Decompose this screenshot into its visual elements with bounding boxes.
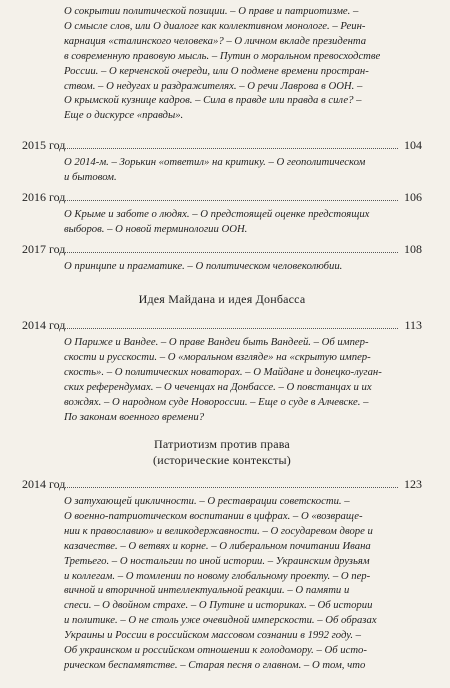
toc-year: 2016 год (22, 189, 68, 205)
text-line: ством. – О недугах и раздражителях. – О речи Лаврова в ООН. – (64, 79, 363, 92)
section-heading: Идея Майдана и идея Донбасса (138, 292, 306, 306)
text-line: казачестве. – О ветвях и корне. – О либеральном почитании Ивана (64, 539, 371, 552)
text-line: О военно-патриотическом воспитании в цифрах. – О «возвраще- (64, 509, 363, 522)
text-line: О смысле слов, или О диалоге как коллективном монологе. – Реин- (64, 19, 366, 32)
text-line: О затухающей цикличности. – О реставрации советскости. – (64, 495, 350, 507)
toc-page-number: 113 (401, 317, 422, 333)
text-line: Третьего. – О ностальгии по иной истории. – Украинским друзьям (64, 554, 370, 567)
section-heading-line: Патриотизм против права (154, 437, 290, 451)
toc-annotation-patriotism (64, 494, 422, 673)
toc-annotation-2017 (64, 259, 422, 274)
toc-entry-2015[interactable] (22, 137, 422, 153)
text-line: Об украинском и российском отношении к голодомору. – Об исто- (64, 644, 367, 657)
toc-entry-patriotism-2014[interactable] (22, 476, 422, 492)
text-line: О принципе и прагматике. – О политическом человеколюбии. (64, 260, 343, 272)
toc-page-number: 104 (401, 137, 422, 153)
leader-dots (62, 328, 398, 329)
text-line: рическом беспамятстве. – Старая песня о главном. – О том, что (64, 658, 366, 671)
text-line: Украины и России в российском массовом сознании в 1992 году. – (64, 629, 362, 642)
text-line: О сокрытии политической позиции. – О праве и патриотизме. – (64, 5, 359, 17)
text-line: О Париже и Вандее. – О праве Вандеи быть Вандеей. – Об импер- (64, 336, 369, 348)
toc-annotation-maidan (64, 335, 422, 424)
toc-entry-2016[interactable] (22, 189, 422, 205)
section-heading (22, 436, 422, 468)
text-line: Еще о дискурсе «правды». (64, 109, 184, 122)
text-line: По законам военного времени? (64, 410, 205, 423)
toc-year: 2014 год (22, 317, 68, 333)
toc-annotation-2016 (64, 207, 422, 237)
toc-year: 2014 год (22, 476, 68, 492)
section-heading-line: (исторические контексты) (153, 453, 291, 467)
toc-entry-2017[interactable] (22, 241, 422, 257)
toc-entry-maidan-2014[interactable] (22, 317, 422, 333)
toc-annotation-continued (64, 4, 422, 123)
toc-page-number: 108 (401, 241, 422, 257)
leader-dots (62, 148, 398, 149)
text-line: в современную правовую мысль. – Путин о моральном превосходстве (64, 49, 381, 62)
text-line: и коллегам. – О томлении по новому глобальному проекту. – О пер- (64, 569, 371, 582)
text-line: О 2014-м. – Зорькин «ответил» на критику. – О геополитическом (64, 156, 366, 168)
leader-dots (62, 252, 398, 253)
text-line: России. – О керченской очереди, или О подмене времени простран- (64, 64, 369, 77)
text-line: выборов. – О новой терминологии ООН. (64, 222, 248, 235)
toc-year: 2015 год (22, 137, 68, 153)
text-line: О крымской кузнице кадров. – Сила в правде или правда в силе? – (64, 94, 362, 107)
text-line: карнация «сталинского человека»? – О личном вкладе президента (64, 34, 367, 47)
leader-dots (62, 200, 398, 201)
text-line: и политике. – О не столь уже очевидной имперскости. – Об образах (64, 614, 377, 627)
text-line: спеси. – О двойном страхе. – О Путине и историках. – Об истории (64, 599, 373, 612)
text-line: ских референдумах. – О чеченцах на Донбассе. – О повстанцах и их (64, 380, 372, 393)
toc-year: 2017 год (22, 241, 68, 257)
toc-page-number: 106 (401, 189, 422, 205)
text-line: вождях. – О народном суде Новороссии. – Еще о суде в Алчевске. – (64, 395, 369, 408)
leader-dots (62, 487, 398, 488)
text-line: и бытовом. (64, 170, 117, 183)
text-line: вичной и вторичной интеллектуальной реакции. – О памяти и (64, 584, 350, 597)
text-line: О Крыме и заботе о людях. – О предстоящей оценке предстоящих (64, 208, 370, 220)
text-line: скость». – О политических новаторах. – О Майдане и донецко-луган- (64, 365, 382, 378)
toc-annotation-2015 (64, 155, 422, 185)
text-line: нии к православию» и великодержавности. – О государевом дворе и (64, 524, 373, 537)
toc-page-number: 123 (401, 476, 422, 492)
text-line: скости и русскости. – О «моральном взгляде» на «скрытую импер- (64, 350, 371, 363)
